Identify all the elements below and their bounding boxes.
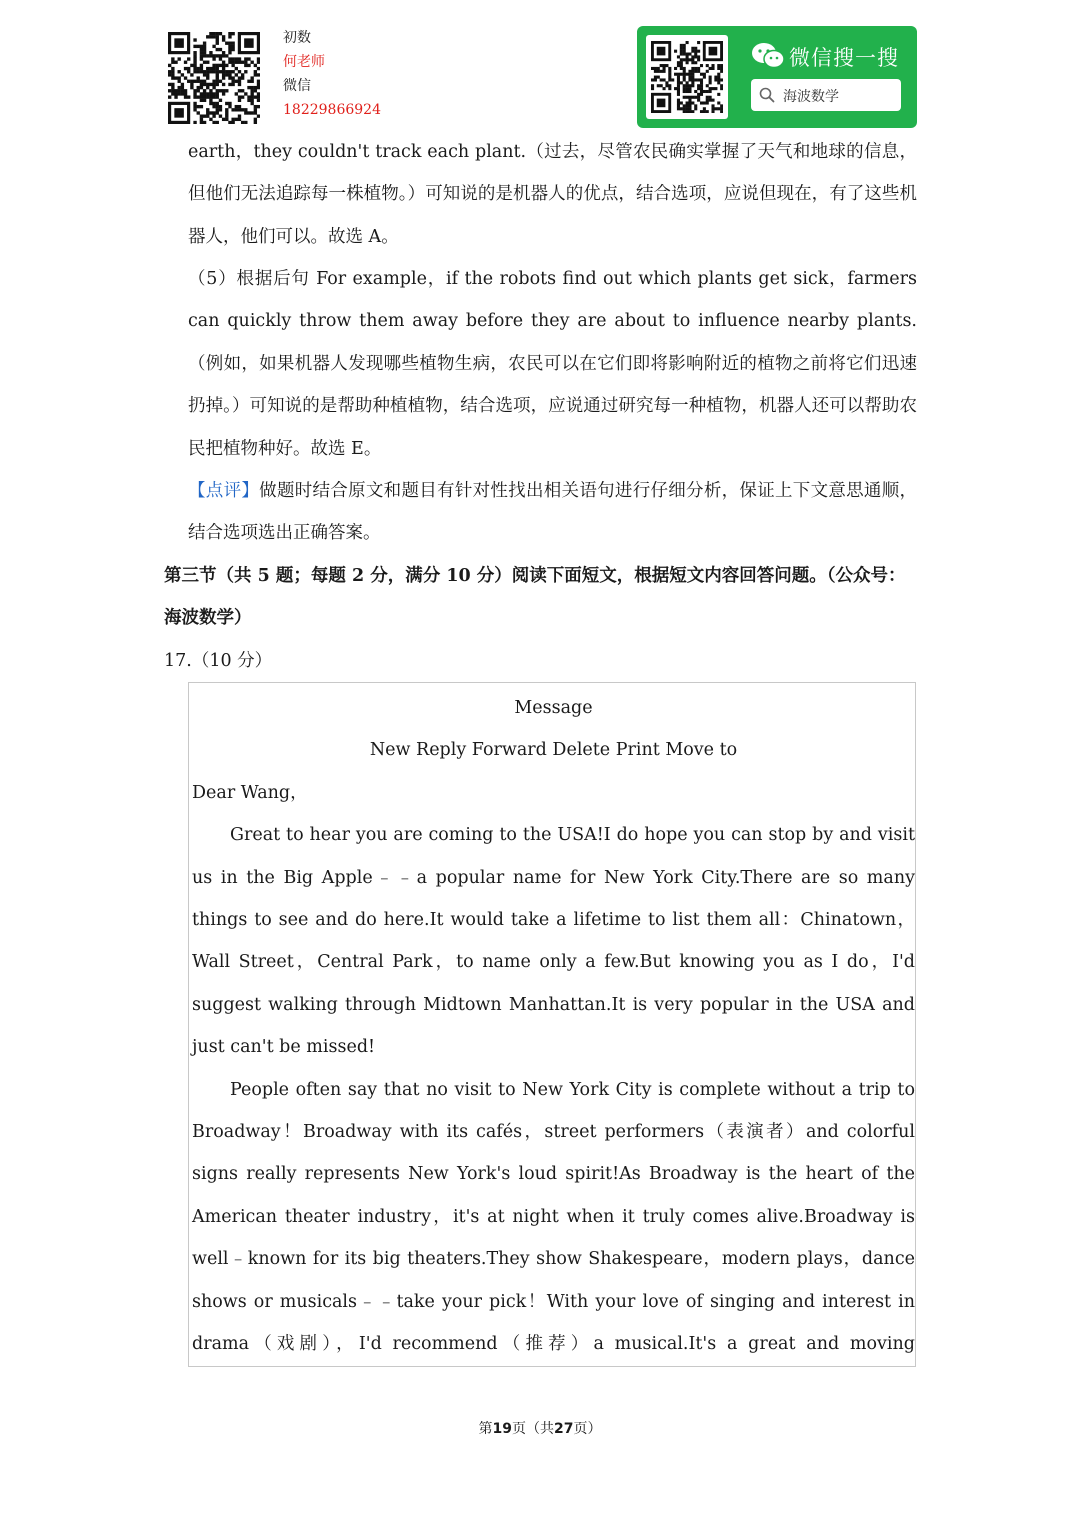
contact-line-1: 初数 bbox=[283, 30, 311, 46]
page-footer bbox=[0, 1418, 1080, 1438]
contact-phone: 18229866924 bbox=[283, 102, 381, 118]
contact-teacher: 何老师 bbox=[283, 54, 325, 70]
message-toolbar: New Reply Forward Delete Print Move to bbox=[369, 740, 738, 761]
message-box bbox=[188, 682, 916, 1367]
footer-middle: 页（共 bbox=[512, 1421, 554, 1437]
section-title: 第三节（共 5 题；每题 2 分，满分 10 分）阅读下面短文，根据短文内容回答问题。（公众号：海波数学） bbox=[164, 566, 906, 629]
search-icon bbox=[759, 87, 775, 103]
qr-code-left bbox=[168, 32, 260, 124]
analysis-5-text: （5）根据后句 For example，if the robots find out which plants get sick，farmers can quickly throw them away before they are about to influence nearby plants.（例如，如果机器人发现哪些植物生病，农民可以在它们即将影响附近的植物之前将它们迅速扔掉。）可知说的是帮助种植植物，结合选项，应说通过研究每一种植物，机器人还可以帮助农民把植物种好。故选 E。 bbox=[188, 269, 917, 459]
footer-total: 27 bbox=[554, 1421, 574, 1437]
footer-prefix: 第 bbox=[478, 1421, 493, 1437]
qr-code-right bbox=[646, 35, 728, 119]
wechat-search-banner bbox=[637, 26, 917, 128]
wechat-icon bbox=[751, 42, 785, 70]
comment-text: 做题时结合原文和题目有针对性找出相关语句进行仔细分析，保证上下文意思通顺，结合选项选出正确答案。 bbox=[188, 481, 918, 544]
footer-suffix: 页） bbox=[573, 1421, 602, 1437]
analysis-5 bbox=[188, 258, 917, 470]
footer-page: 19 bbox=[492, 1421, 512, 1437]
message-greeting: Dear Wang， bbox=[192, 782, 308, 803]
message-paragraph-1: Great to hear you are coming to the USA!I do hope you can stop by and visit us in the Big Apple﹣﹣a popular name for New York City.There are so many things to see and do here.It would take a lifetime to list them all：Chinatown，Wall Street，Central Park，to name only a few.But knowing you as I do，I'd suggest walking through Midtown Manhattan.It is very popular in the USA and just can't be missed! bbox=[192, 825, 915, 1058]
analysis-4-text: earth，they couldn't track each plant.（过去，尽管农民确实掌握了天气和地球的信息，但他们无法追踪每一株植物。）可知说的是机器人的优点，结合选项，应说但现在，有了这些机器人，他们可以。故选 A。 bbox=[188, 142, 917, 247]
question-number: 17.（10 分） bbox=[164, 651, 273, 671]
wechat-search-box[interactable] bbox=[751, 79, 901, 111]
contact-line-3: 微信 bbox=[283, 78, 311, 94]
wechat-search-text: 海波数学 bbox=[783, 89, 839, 105]
wechat-search-title: 微信搜一搜 bbox=[789, 46, 899, 70]
message-paragraph-2: People often say that no visit to New York City is complete without a trip to Broadway！Broadway with its cafés，street performers（表演者）and colorful signs really represents New York's loud spirit!As Broadway is the heart of the American theater industry，it's at night when it truly comes alive.Broadway is well﹣known for its big theaters.They show Shakespeare，modern plays，dance shows or musicals﹣﹣take your pick！With your love of singing and interest in drama（戏剧），I'd recommend（推荐）a musical.It's a great and moving bbox=[192, 1079, 915, 1355]
message-title: Message bbox=[514, 698, 593, 718]
comment bbox=[188, 470, 917, 555]
contact-info bbox=[283, 26, 381, 122]
analysis-4-continued bbox=[188, 131, 917, 258]
comment-label: 【点评】 bbox=[188, 481, 260, 501]
